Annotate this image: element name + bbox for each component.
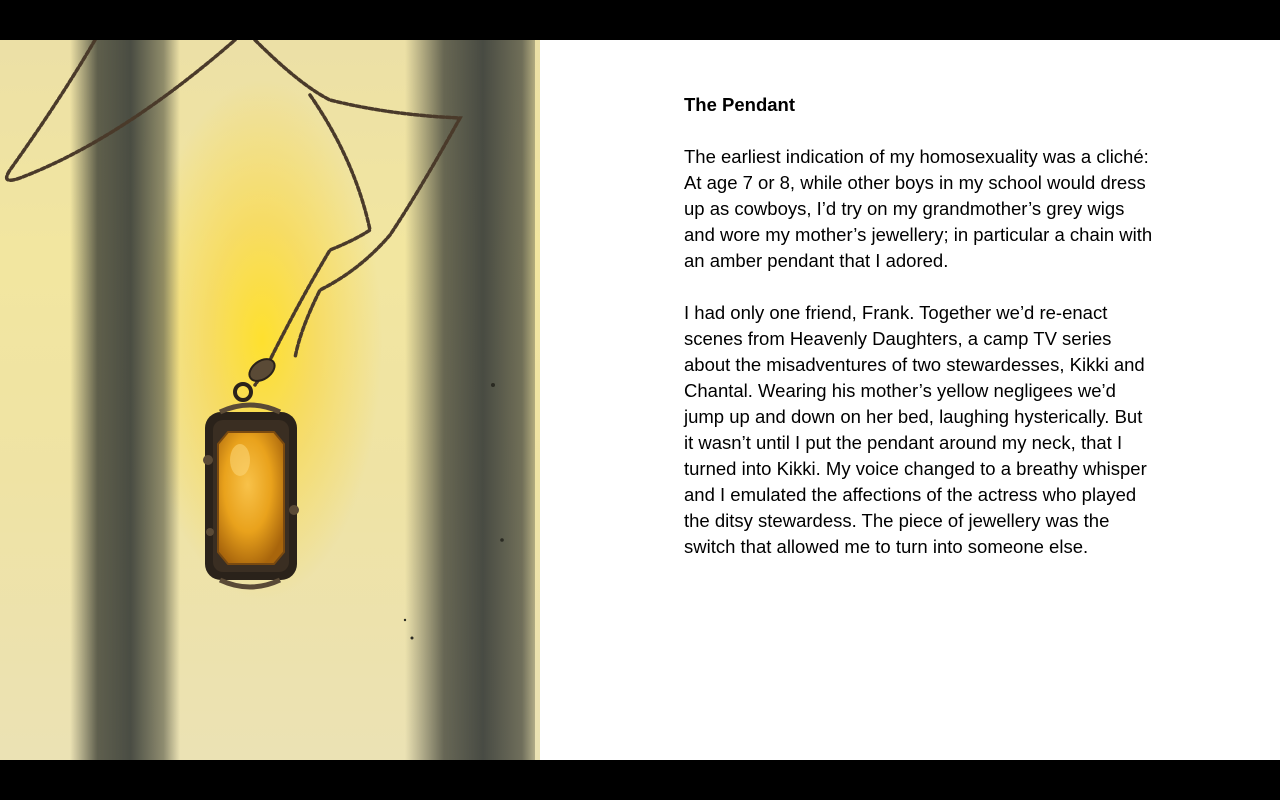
amber-stone [218, 432, 284, 564]
text-panel [684, 92, 1154, 586]
slide [0, 40, 1280, 760]
pendant-illustration [0, 40, 540, 760]
chain [7, 40, 460, 385]
letterbox-top [0, 0, 1280, 40]
pendant-photo [0, 40, 540, 760]
story-paragraph: I had only one friend, Frank. Together we’d re-enact scenes from Heavenly Daughters, a camp TV series about the misadventures of two stewardesses, Kikki and Chantal. Wearing his mother’s yellow negligees we’d jump up and down on her bed, laughing hysterically. But it wasn’t until I put the pendant around my neck, that I turned into Kikki. My voice changed to a breathy whisper and I emulated the affections of the actress who played the ditsy stewardess. The piece of jewellery was the switch that allowed me to turn into someone else. [684, 302, 1147, 557]
letterbox-bottom [0, 760, 1280, 800]
story-title: The Pendant [684, 94, 796, 115]
story-paragraph: The earliest indication of my homosexuality was a cliché: At age 7 or 8, while other boys in my school would dress up as cowboys, I’d try on my grandmother’s grey wigs and wore my mother’s jewellery; in particular a chain with an amber pendant that I adored. [684, 146, 1153, 271]
pendant-bail [235, 355, 279, 400]
speckles [404, 383, 504, 640]
